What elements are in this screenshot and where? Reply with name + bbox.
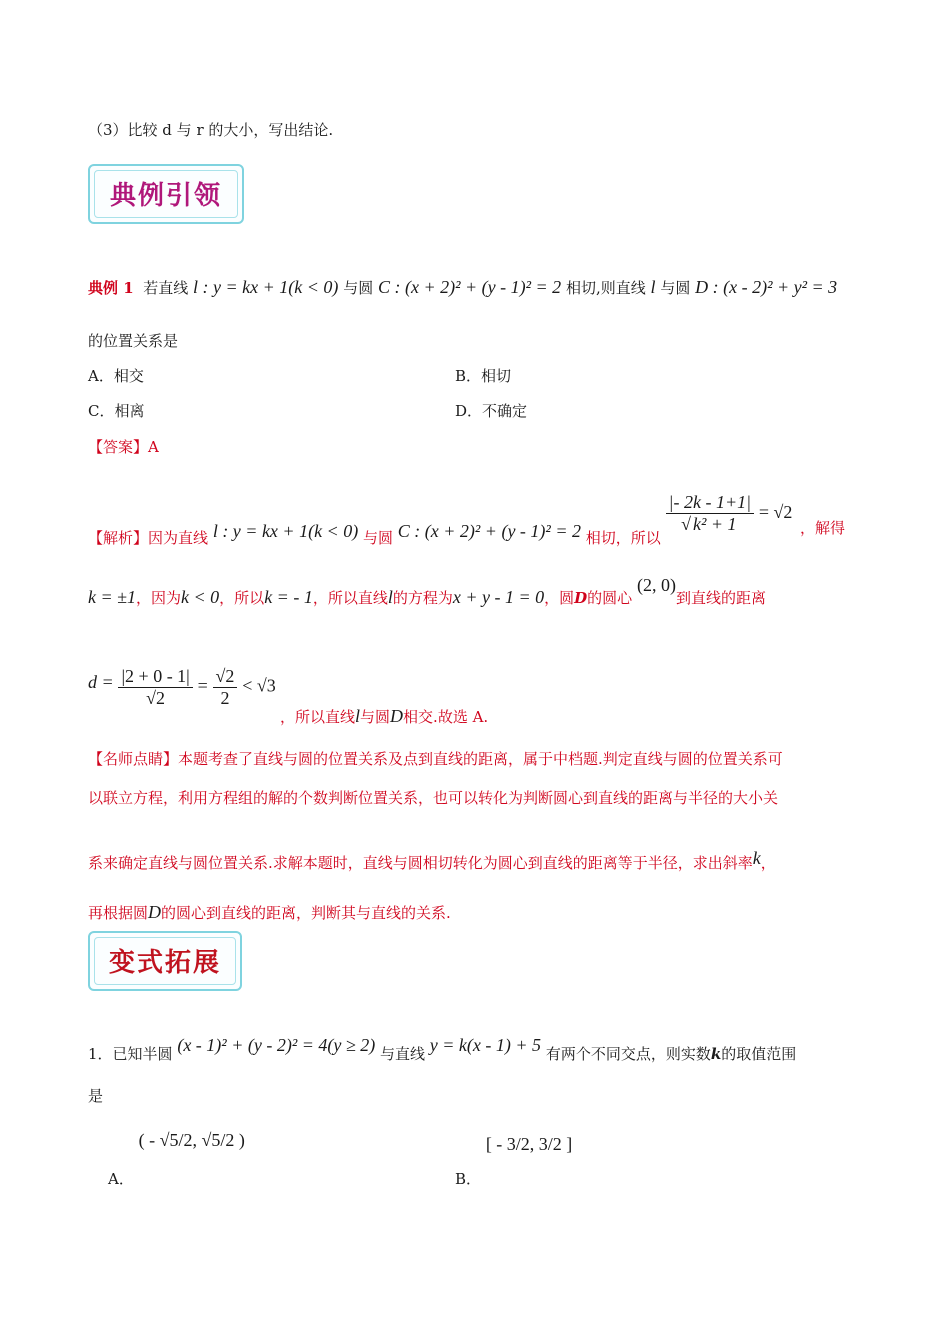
text: 与圆 xyxy=(360,708,391,726)
option-a-interval: ( - √5/2, √5/2 ) xyxy=(138,1130,245,1150)
teacher-label: 【名师点睛】 xyxy=(88,750,179,768)
comparison: < √3 xyxy=(242,675,276,696)
answer: 【答案】A xyxy=(88,438,159,456)
distance-fraction-simplified xyxy=(213,666,238,709)
fraction-denominator: k² + 1 xyxy=(692,514,737,534)
question-1-end: 是 xyxy=(88,1087,104,1105)
k-symbol: k xyxy=(710,1045,722,1063)
section-badge-variations xyxy=(88,931,242,991)
analysis-label: 【解析】 xyxy=(88,528,149,547)
section-title: 典例引领 xyxy=(109,181,222,211)
example-label: 典例 1 xyxy=(88,279,134,297)
text: 相切，所以 xyxy=(585,528,661,547)
circle-symbol: D xyxy=(574,589,588,607)
text: 与直线 xyxy=(380,1045,426,1063)
text: 的方程为 xyxy=(392,589,453,607)
text: 若直线 xyxy=(143,279,189,297)
text: 与圆 xyxy=(660,279,691,297)
line-symbol: l xyxy=(387,587,393,607)
k-result: k = - 1 xyxy=(264,587,313,607)
circle-c-equation: C : (x + 2)² + (y - 1)² = 2 xyxy=(397,520,581,541)
fraction-numerator: |- 2k - 1+1| xyxy=(666,492,755,514)
slope-symbol: k xyxy=(752,848,761,868)
text: 相切,则直线 xyxy=(565,279,646,297)
text: ， xyxy=(760,854,776,872)
teacher-note-line-4 xyxy=(88,902,451,923)
line-equation: l : y = kx + 1(k < 0) xyxy=(193,277,339,297)
distance-symbol: d = xyxy=(88,671,114,692)
text: 与圆 xyxy=(362,528,393,547)
equals: = xyxy=(197,675,208,696)
text: 因为直线 xyxy=(148,528,209,547)
line-equation: y = k(x - 1) + 5 xyxy=(429,1035,542,1055)
teacher-note-line-3 xyxy=(88,848,776,873)
question-1-line xyxy=(88,1035,797,1064)
k-condition: k < 0 xyxy=(181,587,220,607)
text: 本题考查了直线与圆的位置关系及点到直线的距离，属于中档题.判定直线与圆的位置关系可 xyxy=(178,750,783,768)
fraction-numerator: √2 xyxy=(213,666,238,688)
circle-c-equation: C : (x + 2)² + (y - 1)² = 2 xyxy=(377,277,562,297)
line-equation: l : y = kx + 1(k < 0) xyxy=(212,520,359,541)
analysis-conclusion xyxy=(280,706,488,727)
fraction-numerator: |2 + 0 - 1| xyxy=(118,666,192,688)
circle-symbol: D xyxy=(390,706,404,726)
text: 与圆 xyxy=(343,279,374,297)
text: ，因为 xyxy=(136,589,182,607)
q1-option-a xyxy=(108,1126,245,1188)
text: 到直线的距离 xyxy=(675,589,766,607)
text: ，所以 xyxy=(219,589,265,607)
text: 再根据圆 xyxy=(88,904,149,922)
circle-d-equation: D : (x - 2)² + y² = 3 xyxy=(695,277,838,297)
section-badge-examples xyxy=(88,164,244,224)
option-b-interval: [ - 3/2, 3/2 ] xyxy=(485,1134,573,1154)
analysis-line-2 xyxy=(88,575,766,608)
circle-symbol: D xyxy=(148,902,162,922)
semicircle-equation: (x - 1)² + (y - 2)² = 4(y ≥ 2) xyxy=(177,1035,376,1055)
fraction-denominator: 2 xyxy=(220,688,230,708)
text: 的圆心到直线的距离，判断其与直线的关系. xyxy=(161,904,451,922)
analysis-line-3 xyxy=(88,666,276,709)
section-title: 变式拓展 xyxy=(108,948,221,978)
option-a: A．相交 xyxy=(88,367,144,385)
option-d: D．不确定 xyxy=(455,402,528,420)
circle-center: (2, 0) xyxy=(636,575,676,595)
option-label: A． xyxy=(108,1170,134,1188)
text: 的圆心 xyxy=(587,589,633,607)
distance-fraction: $\frac{|- 2k - 1+1|}{\text{√ k² + 1}}$ xyxy=(666,492,755,535)
line-symbol: l xyxy=(650,277,656,297)
fraction-denominator: √2 xyxy=(146,688,166,708)
intro-line: （3）比较 d 与 r 的大小，写出结论. xyxy=(88,121,334,139)
option-c: C．相离 xyxy=(88,402,145,420)
text: 系来确定直线与圆位置关系.求解本题时，直线与圆相切转化为圆心到直线的距离等于半径，求出斜率 xyxy=(88,854,753,872)
analysis-solve: ，解得 xyxy=(800,519,846,537)
text: ，所以直线 xyxy=(280,708,356,726)
text: ，圆 xyxy=(544,589,575,607)
teacher-note-line-1 xyxy=(88,748,783,769)
example-question-line xyxy=(88,277,837,298)
text: 有两个不同交点，则实数 xyxy=(545,1045,711,1063)
q1-option-b xyxy=(455,1130,573,1188)
text: ，所以直线 xyxy=(312,589,388,607)
distance-fraction xyxy=(118,666,192,709)
question-number: 1．已知半圆 xyxy=(88,1045,173,1063)
line-symbol: l xyxy=(355,706,361,726)
analysis-line-1 xyxy=(88,478,793,547)
example-question-end: 的位置关系是 xyxy=(88,332,179,350)
text: 的取值范围 xyxy=(721,1045,797,1063)
option-label: B． xyxy=(455,1170,482,1188)
text: 相交.故选 A. xyxy=(403,708,489,726)
option-b: B．相切 xyxy=(455,367,512,385)
k-value: k = ±1 xyxy=(88,587,137,607)
fraction-result: = √2 xyxy=(758,501,793,522)
teacher-note-line-2: 以联立方程，利用方程组的解的个数判断位置关系，也可以转化为判断圆心到直线的距离与半径的大小关 xyxy=(88,789,779,807)
line-equation: x + y - 1 = 0 xyxy=(452,587,545,607)
